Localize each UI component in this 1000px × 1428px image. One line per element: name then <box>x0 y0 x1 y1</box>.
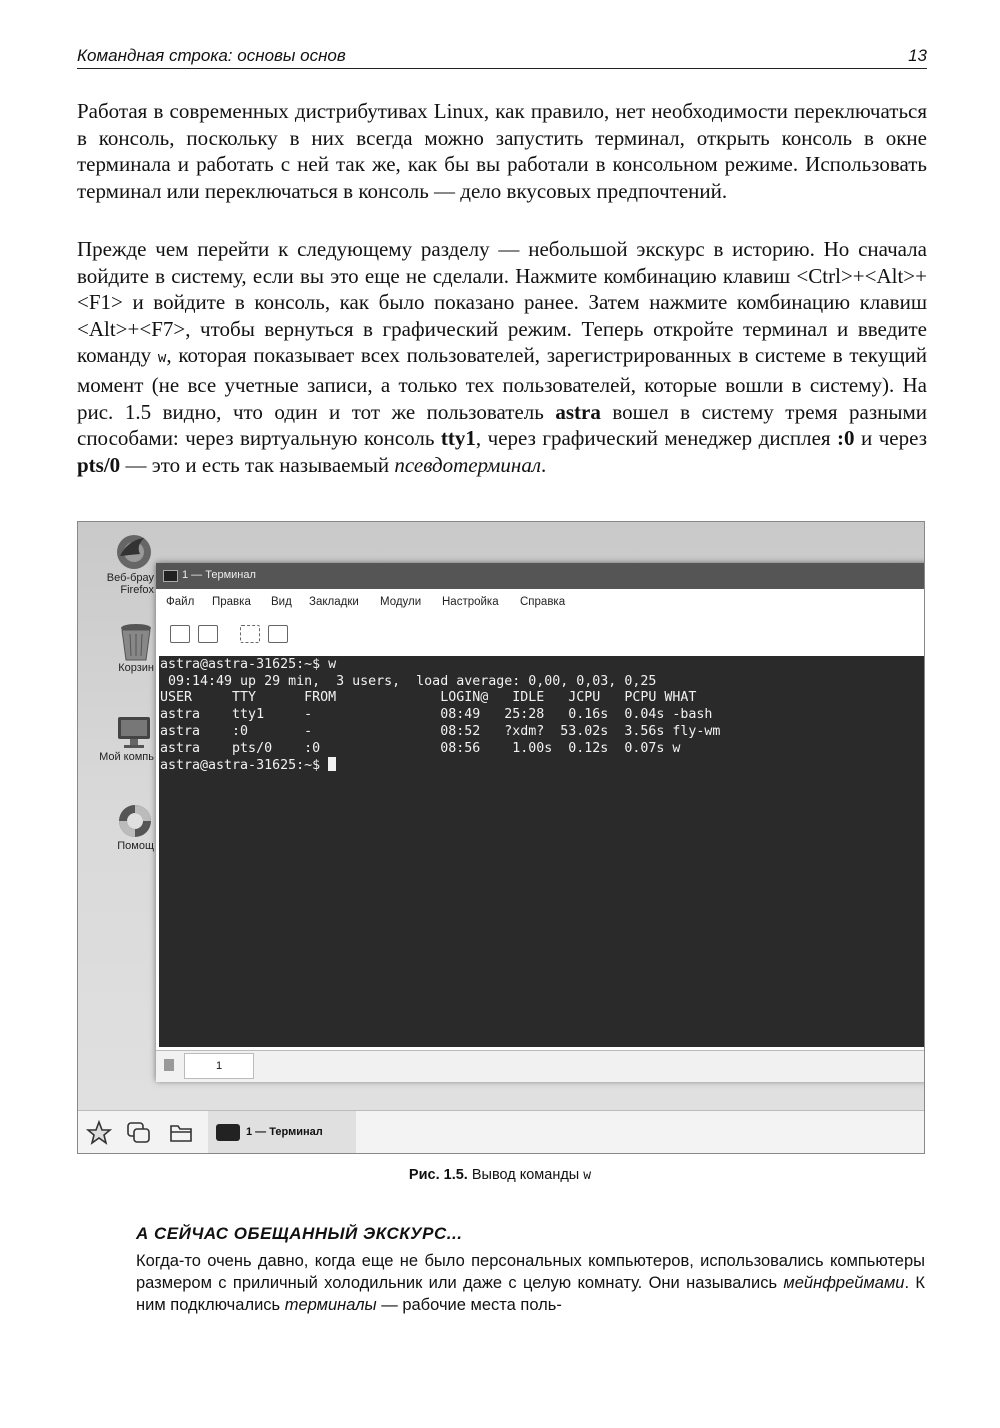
desktop-icon-help[interactable] <box>92 802 154 852</box>
p2-text-g: . <box>540 452 547 477</box>
page-number: 13 <box>908 46 927 65</box>
desktop-icon-label: Помощ <box>117 840 154 852</box>
firefox-icon <box>114 532 154 572</box>
terminal-line: astra pts/0 :0 08:56 1.00s 0.12s 0.07s w <box>160 740 681 756</box>
p2-display-0: :0 <box>837 426 855 451</box>
desktop-icon-label: Мой компь <box>99 751 154 763</box>
sidebar-text-b: . К ним подключались <box>136 1274 925 1314</box>
menu-settings[interactable]: Настройка <box>442 596 499 608</box>
new-window-icon[interactable] <box>198 625 218 643</box>
desktop-icon-firefox[interactable] <box>92 532 154 596</box>
terminal-tab[interactable]: 1 <box>184 1053 254 1079</box>
menu-bookmarks[interactable]: Закладки <box>309 596 359 608</box>
terminal-tabbar <box>156 1050 925 1082</box>
running-header <box>77 44 927 69</box>
taskbar-terminal-button[interactable] <box>208 1111 356 1154</box>
sidebar-text-a: Когда-то очень давно, когда еще не было персональных компьютеров, использовались компьютеры размером с приличный холодильник или даже с целую комнату. Они назывались <box>136 1252 925 1292</box>
terminal-prompt-line <box>160 757 925 775</box>
trash-icon <box>118 622 154 662</box>
help-icon <box>116 802 154 840</box>
caption-command: w <box>583 1168 592 1183</box>
p2-command-w: w <box>157 350 167 367</box>
p2-text-d: , через графический менеджер дисплея <box>475 426 838 451</box>
terminal-line: astra@astra-31625:~$ w <box>160 657 337 672</box>
taskbar <box>78 1110 924 1154</box>
terminal-line: astra :0 - 08:52 ?xdm? 53.02s 3.56s fly-wm <box>160 723 721 739</box>
sidebar-mainframes: мейнфреймами <box>783 1274 905 1292</box>
menu-file[interactable]: Файл <box>166 596 195 608</box>
menu-plugins[interactable]: Модули <box>380 596 422 608</box>
terminal-icon <box>163 570 178 582</box>
terminal-window <box>156 563 925 1081</box>
p2-text-a: Прежде чем перейти к следующему разделу — небольшой экскурс в историю. Но сначала войдите в систему, если вы это еще не сделали. Нажмите комбинацию клавиш <Ctrl>+<Alt>+<F1> и войдите в консоль, как было показано ранее. Затем нажмите комбинацию клавиш <Alt>+<F7>, чтобы вернуться в графический режим. Теперь откройте терминал и введите команду <box>77 237 927 368</box>
terminal-output[interactable] <box>159 656 925 1047</box>
p2-pseudoterminal: псевдотерминал <box>394 452 541 477</box>
copy-icon[interactable] <box>240 625 260 643</box>
p2-text-c: вошел в систему тремя разными способами: через виртуальную консоль <box>77 399 927 451</box>
caption-label: Рис. 1.5. <box>408 1167 468 1183</box>
paragraph-2 <box>77 236 927 478</box>
p2-text-e: и через <box>854 426 927 451</box>
menu-help[interactable]: Справка <box>520 596 566 608</box>
taskbar-terminal-label: 1 — Терминал <box>246 1126 323 1138</box>
menubar <box>156 589 925 617</box>
p2-text-f: — это и есть так называемый <box>120 452 395 477</box>
paragraph-1: Работая в современных дистрибутивах Linux, как правило, нет необходимости переключаться в консоль, поскольку в них всегда можно запустить терминал, открыть консоль в окне терминала и работать с ней так же, как бы вы работали в консольном режиме. Использовать терминал или переключаться в консоль — дело вкусовых предпочтений. <box>77 99 927 203</box>
sidebar-heading: А СЕЙЧАС ОБЕЩАННЫЙ ЭКСКУРС... <box>136 1224 463 1243</box>
desktop-icon-label: Веб-брау <box>106 572 154 584</box>
star-icon[interactable] <box>86 1120 112 1146</box>
desktop-icon-trash[interactable] <box>92 622 154 674</box>
running-header-title: Командная строка: основы основ <box>77 46 346 65</box>
window-title: 1 — Терминал <box>182 569 256 581</box>
desktop-icon-label: Firefox <box>120 584 154 596</box>
terminal-line: astra tty1 - 08:49 25:28 0.16s 0.04s -bash <box>160 707 713 723</box>
toolbar <box>156 617 925 655</box>
p2-pts0: pts/0 <box>77 452 121 477</box>
sidebar-terminals: терминалы <box>284 1296 377 1314</box>
new-tab-icon[interactable] <box>170 625 190 643</box>
p2-tty1: tty1 <box>440 426 476 451</box>
menu-edit[interactable]: Правка <box>212 596 251 608</box>
p2-text-b: , которая показывает всех пользователей, зарегистрированных в системе в текущий момент (не все учетные записи, а только тех пользователей, которые вошли в систему). На рис. 1.5 видно, что один и тот же пользователь <box>77 343 927 424</box>
caption-text: Вывод команды <box>467 1167 584 1183</box>
menu-view[interactable]: Вид <box>271 596 292 608</box>
paste-icon[interactable] <box>268 625 288 643</box>
terminal-cursor <box>328 757 336 771</box>
figure-caption <box>0 1167 1000 1183</box>
windows-icon[interactable] <box>126 1120 152 1146</box>
desktop-icon-label: Корзин <box>118 662 154 674</box>
terminal-line: 09:14:49 up 29 min, 3 users, load average: 0,00, 0,03, 0,25 <box>160 673 657 689</box>
terminal-line: USER TTY FROM LOGIN@ IDLE JCPU PCPU WHAT <box>160 690 697 706</box>
computer-icon <box>114 715 154 751</box>
tab-menu-icon[interactable] <box>164 1059 174 1071</box>
folder-icon[interactable] <box>168 1120 194 1146</box>
terminal-prompt: astra@astra-31625:~$ <box>160 758 329 774</box>
terminal-icon <box>216 1124 240 1141</box>
desktop-icon-computer[interactable] <box>82 715 154 763</box>
sidebar-text-c: — рабочие места поль- <box>376 1296 562 1314</box>
sidebar-paragraph <box>136 1250 925 1316</box>
window-titlebar[interactable] <box>156 563 925 589</box>
p2-user-astra: astra <box>555 399 601 424</box>
figure-screenshot <box>77 521 925 1154</box>
